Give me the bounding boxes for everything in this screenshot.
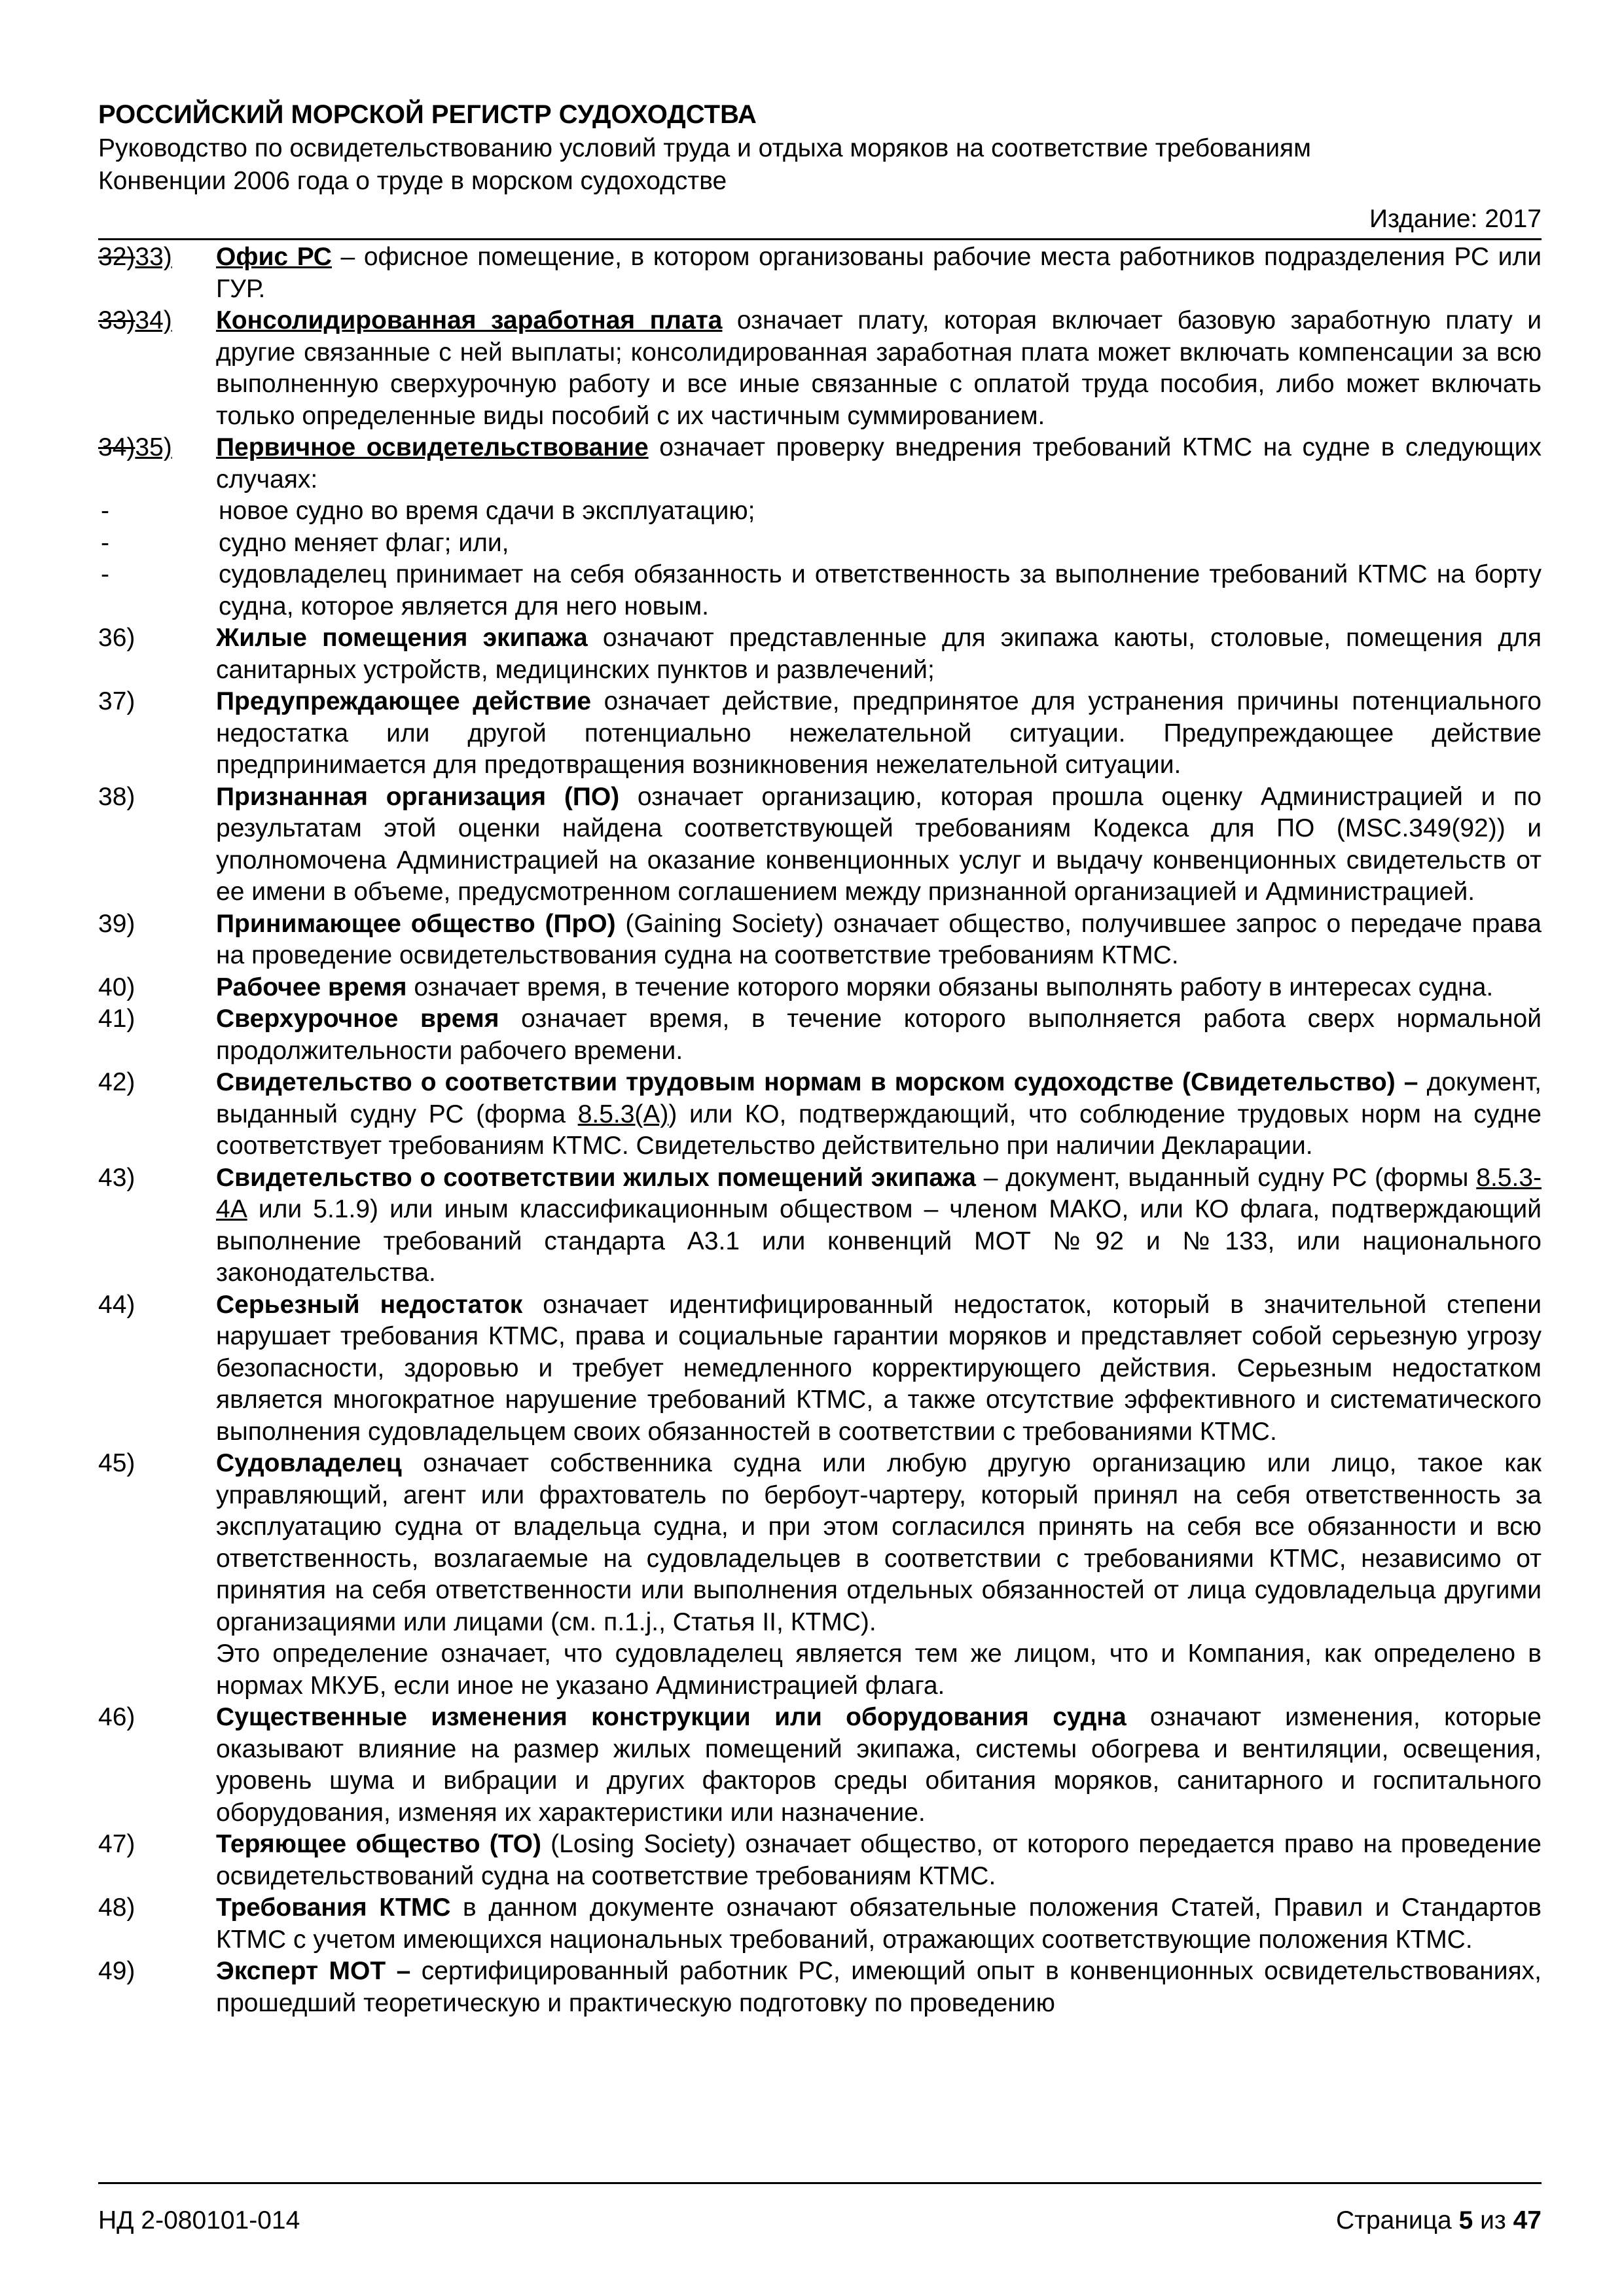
list-item xyxy=(98,972,1542,1004)
inserted-number: 33) xyxy=(135,243,172,271)
form-link[interactable]: 8.5.3-4А xyxy=(216,1163,1542,1223)
list-item xyxy=(98,908,1542,972)
dash-item xyxy=(98,495,1542,528)
dash-item-text: судовладелец принимает на себя обязанность и ответственность за выполнение требований КТМС на борту судна, которое является для него новым. xyxy=(219,560,1542,620)
dash-item-text: новое судно во время сдачи в эксплуатацию; xyxy=(219,497,755,525)
list-item xyxy=(98,622,1542,686)
defined-term: Требования КТМС xyxy=(216,1893,451,1922)
list-item xyxy=(98,1956,1542,2019)
definition-text: или 5.1.9) или иным классификационным обществом – членом МАКО, или КО флага, подтверждающий выполнение требований стандарта А3.1 или конвенций МОТ №92 и №133, или национального законодательства. xyxy=(216,1195,1542,1287)
defined-term: Принимающее общество (ПрО) xyxy=(216,909,616,938)
defined-term: Признанная организация (ПО) xyxy=(216,782,620,811)
defined-term: Теряющее общество (ТО) xyxy=(216,1830,541,1858)
defined-term: Существенные изменения конструкции или оборудования судна xyxy=(216,1703,1127,1731)
defined-term: Жилые помещения экипажа xyxy=(216,624,588,652)
document-page xyxy=(98,92,1542,2271)
document-subtitle-line-1: Руководство по освидетельствованию условий труда и отдыха моряков на соответствие требованиям xyxy=(98,134,1311,162)
item-number: 41) xyxy=(98,1005,135,1033)
definition-text: ) или КО, подтверждающий, что соблюдение трудовых норм на судне соответствует требованиям КТМС. Свидетельство действительно при наличии Декларации. xyxy=(216,1100,1542,1160)
defined-term: Рабочее время xyxy=(216,973,407,1001)
definition-text: означает время, в течение которого выполняется работа сверх нормальной продолжительности рабочего времени. xyxy=(216,1005,1542,1065)
document-header xyxy=(98,97,1542,240)
item-number: 46) xyxy=(98,1703,135,1731)
defined-term: Свидетельство о соответствии жилых помещений экипажа xyxy=(216,1163,976,1192)
list-item xyxy=(98,1289,1542,1448)
list-item xyxy=(98,686,1542,781)
definition-note: Это определение означает, что судовладелец является тем же лицом, что и Компания, как определено в нормах МКУБ, если иное не указано Администрацией флага. xyxy=(216,1640,1542,1700)
definition-text: означают представленные для экипажа каюты, столовые, помещения для санитарных устройств, медицинских пунктов и развлечений; xyxy=(216,624,1542,684)
dash-marker: - xyxy=(101,560,109,588)
item-number: 44) xyxy=(98,1290,135,1319)
item-number: 47) xyxy=(98,1830,135,1858)
definition-text: означает проверку внедрения требований КТМС на судне в следующих случаях: xyxy=(216,433,1542,493)
defined-term: Сверхурочное время xyxy=(216,1005,499,1033)
item-number: 39) xyxy=(98,909,135,938)
item-number: 36) xyxy=(98,624,135,652)
document-number: НД 2-080101-014 xyxy=(98,2206,300,2234)
list-item xyxy=(98,305,1542,432)
definition-text: означает организацию, которая прошла оценку Администрацией и по результатам этой оценки найдена соответствующей требованиям Кодекса для ПО (MSC.349(92)) и уполномочена Администрацией на оказание конвенционных услуг и выдачу конвенционных свидетельств от ее имени в объеме, предусмотренном соглашением между признанной организацией и Администрацией. xyxy=(216,782,1542,906)
dash-marker: - xyxy=(101,528,109,557)
deleted-number: 33) xyxy=(98,306,135,334)
defined-term: Серьезный недостаток xyxy=(216,1290,523,1319)
defined-term: Свидетельство о соответствии трудовым нормам в морском судоходстве (Свидетельство) – xyxy=(216,1068,1418,1096)
defined-term: Предупреждающее действие xyxy=(216,687,592,715)
definition-text: означает собственника судна или любую другую организацию или лицо, такое как управляющий, агент или фрахтователь по бербоут-чартеру, который принял на себя ответственность за эксплуатацию судна от владельца судна, и при этом согласился принять на себя все обязанности и всю ответственность, возлагаемые на судовладельцев в соответствии с требованиями КТМС, независимо от принятия на себя ответственности или выполнения отдельных обязанностей от лица судовладельца другими организациями или лицами (см. п.1.j., Статья II, КТМС). xyxy=(216,1449,1542,1636)
definition-text: (Gaining Society) означает общество, получившее запрос о передаче права на проведение освидетельствования судна на соответствие требованиям КТМС. xyxy=(216,909,1542,969)
list-item xyxy=(98,1892,1542,1956)
defined-term: Консолидированная заработная плата xyxy=(216,306,723,334)
item-number: 48) xyxy=(98,1893,135,1922)
list-item xyxy=(98,1702,1542,1829)
defined-term: Офис РС xyxy=(216,243,332,271)
definitions-list xyxy=(98,242,1542,2019)
item-number: 38) xyxy=(98,782,135,811)
page-indicator xyxy=(1336,2206,1542,2235)
defined-term: Эксперт МОТ – xyxy=(216,1957,411,1985)
header-divider xyxy=(98,238,1542,240)
inserted-number: 35) xyxy=(135,433,172,461)
defined-term: Судовладелец xyxy=(216,1449,402,1477)
page-label: Страница xyxy=(1335,2206,1459,2234)
definition-text: сертифицированный работник РС, имеющий опыт в конвенционных освидетельствованиях, прошедший теоретическую и практическую подготовку по проведению xyxy=(216,1957,1542,2017)
definition-text: означает действие, предпринятое для устранения причины потенциального недостатка или другой потенциально нежелательной ситуации. Предупреждающее действие предпринимается для предотвращения возникновения нежелательной ситуации. xyxy=(216,687,1542,779)
list-item xyxy=(98,1448,1542,1638)
edition-label: Издание: 2017 xyxy=(1369,205,1542,233)
page-separator: из xyxy=(1473,2206,1513,2234)
item-number xyxy=(98,432,216,464)
footer-divider xyxy=(98,2182,1542,2184)
list-item xyxy=(98,1162,1542,1289)
page-current: 5 xyxy=(1458,2206,1473,2234)
definition-text: (Losing Society) означает общество, от которого передается право на проведение освидетельствований судна на соответствие требованиям КТМС. xyxy=(216,1830,1542,1890)
list-item xyxy=(98,1003,1542,1067)
list-item xyxy=(98,781,1542,908)
document-footer xyxy=(98,2182,1542,2235)
form-link[interactable]: 8.5.3(А) xyxy=(577,1100,669,1128)
item-number xyxy=(98,242,216,274)
definition-text: в данном документе означают обязательные положения Статей, Правил и Стандартов КТМС с учетом имеющихся национальных требований, отражающих соответствующие положения КТМС. xyxy=(216,1893,1542,1954)
dash-item xyxy=(98,528,1542,560)
definition-text: – офисное помещение, в котором организованы рабочие места работников подразделения РС или ГУР. xyxy=(216,243,1542,303)
dash-item-text: судно меняет флаг; или, xyxy=(219,528,509,557)
list-item xyxy=(98,1829,1542,1892)
deleted-number: 34) xyxy=(98,433,135,461)
item-number: 37) xyxy=(98,687,135,715)
item-number xyxy=(98,305,216,337)
definition-text: означает плату, которая включает базовую заработную плату и другие связанные с ней выплаты; консолидированная заработная плата может включать компенсации за всю выполненную сверхурочную работу и все иные связанные с оплатой труда пособия, либо может включать только определенные виды пособий с их частичным суммированием. xyxy=(216,306,1542,430)
list-item xyxy=(98,432,1542,495)
dash-marker: - xyxy=(101,497,109,525)
definition-text: означают изменения, которые оказывают влияние на размер жилых помещений экипажа, системы обогрева и вентиляции, освещения, уровень шума и вибрации и других факторов среды обитания моряков, санитарного и госпитального оборудования, изменяя их характеристики или назначение. xyxy=(216,1703,1542,1827)
page-total: 47 xyxy=(1513,2206,1542,2234)
definition-text: означает идентифицированный недостаток, который в значительной степени нарушает требования КТМС, права и социальные гарантии моряков и представляет собой серьезную угрозу безопасности, здоровью и требует немедленного корректирующего действия. Серьезным недостатком является многократное нарушение требований КТМС, а также отсутствие эффективного и систематического выполнения судовладельцем своих обязанностей в соответствии с требованиями КТМС. xyxy=(216,1290,1542,1446)
document-subtitle-line-2: Конвенции 2006 года о труде в морском судоходстве xyxy=(98,167,727,195)
list-item xyxy=(98,1067,1542,1162)
list-item xyxy=(98,242,1542,305)
item-number: 43) xyxy=(98,1163,135,1192)
organization-name: РОССИЙСКИЙ МОРСКОЙ РЕГИСТР СУДОХОДСТВА xyxy=(98,100,757,129)
defined-term: Первичное освидетельствование xyxy=(216,433,649,461)
item-number: 42) xyxy=(98,1068,135,1096)
dash-item xyxy=(98,559,1542,622)
definition-text: означает время, в течение которого моряки обязаны выполнять работу в интересах судна. xyxy=(406,973,1494,1001)
definition-text: документ, выданный судну РС (форма xyxy=(216,1068,1542,1128)
item-number: 45) xyxy=(98,1449,135,1477)
definition-text: – документ, выданный судну РС (формы xyxy=(975,1163,1477,1192)
deleted-number: 32) xyxy=(98,243,135,271)
item-number: 49) xyxy=(98,1957,135,1985)
item-number: 40) xyxy=(98,973,135,1001)
inserted-number: 34) xyxy=(135,306,172,334)
